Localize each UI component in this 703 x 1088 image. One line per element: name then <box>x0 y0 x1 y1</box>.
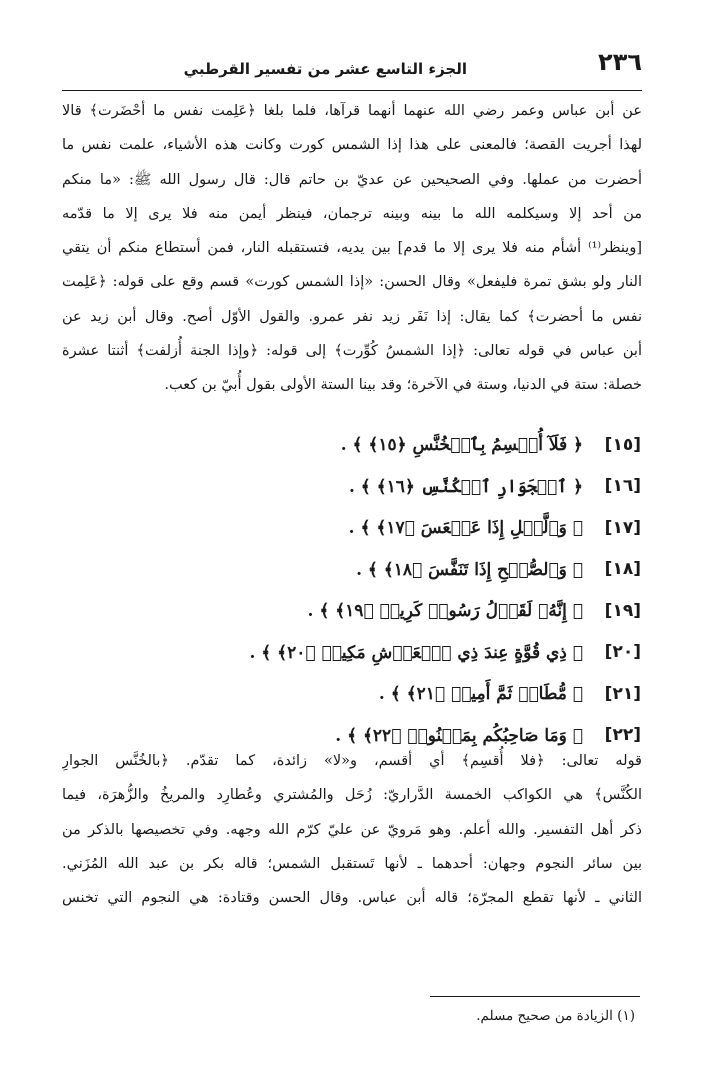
running-title: الجزء التاسع عشر من تفسير القرطبي <box>183 60 467 78</box>
verse-text: ﴿ إِنَّهُۥ لَقَوۡلُ رَسُولٖ كَرِيمٖ ﴿١٩﴾ ﴾ . <box>307 601 583 622</box>
text-line: عن أبن عباس وعمر رضي الله عنهما أنهما قرآها، فلما بلغا ﴿عَلِمت نفس ما أحْضَرت﴾ قالا <box>62 103 642 119</box>
text-line: الكُنَّس﴾ هي الكواكب الخمسة الدَّراريّ: زُحَل والمُشتري وعُطارِد والمريخُ والزُّهرَة، فيما <box>62 787 642 804</box>
text-line: لهذا أجريت القصة؛ فالمعنى على هذا إذا الشمس كورت وكانت هذه الأشياء، علمت نفس ما <box>62 137 642 154</box>
verse-number: [٢١] <box>604 683 641 704</box>
verse-number: [١٨] <box>604 559 641 580</box>
text-line: من أحد إلا وسيكلمه الله ما بينه وبينه ترجمان، فينظر أيمن منه فلا يرى إلا ما قدّمه <box>62 205 642 222</box>
verse-number: [١٩] <box>604 600 641 621</box>
text-line: الثاني ـ لأنها تقطع المجرّة؛ قاله أبن عباس. وقال الحسن وقتادة: هي النجوم التي تخنس <box>62 890 642 907</box>
verse-text: ﴿ ذِي قُوَّةٍ عِندَ ذِي ٱلۡعَرۡشِ مَكِينٖ ﴿٢٠﴾ ﴾ . <box>249 642 583 663</box>
verse-number: [١٧] <box>604 517 641 538</box>
verse-item <box>161 507 641 549</box>
footnote: (١) الزيادة من صحيح مسلم. <box>476 1008 635 1024</box>
text-line: النار ولو بشق تمرة فليفعل» وقال الحسن: «إذا الشمس كورت» قسم وقع على قوله: ﴿عَلِمت <box>62 274 642 291</box>
text-line: بين سائر النجوم وجهان: أحدهما ـ لأنها تَستقبل الشمس؛ قاله بكر بن عبد الله المُزَني. <box>62 855 642 872</box>
verse-item <box>161 424 641 466</box>
page-number: ٢٣٦ <box>598 48 642 76</box>
page-header <box>62 48 642 88</box>
verse-item <box>161 673 641 715</box>
verse-list <box>161 424 641 756</box>
verse-item <box>161 632 641 674</box>
verse-text: ﴿ وَٱلَّيۡلِ إِذَا عَسۡعَسَ ﴿١٧﴾ ﴾ . <box>348 518 583 539</box>
verse-item <box>161 590 641 632</box>
verse-text: ﴿ مُّطَاعٖ ثَمَّ أَمِينٖ ﴿٢١﴾ ﴾ . <box>378 684 583 705</box>
text-line: ذكر أهل التفسير. والله أعلم. وهو مَرويّ عن عليّ كرّم الله وجهه. وفي تخصيصها بالذكر من <box>62 821 642 838</box>
text-line: نفس ما أحضرت﴾ كما يقال: إذا نَفَر زيد نفر عمرو. والقول الأوّل أصح. وقال أبن زيد عن <box>62 308 642 325</box>
verse-text: ﴿ وَمَا صَاحِبُكُم بِمَجۡنُونٖ ﴿٢٢﴾ ﴾ . <box>335 725 583 746</box>
verse-item <box>161 466 641 508</box>
verse-text: ﴿ ٱلۡجَوَارِ ٱلۡكُنَّسِ ﴿١٦﴾ ﴾ . <box>348 476 583 497</box>
verse-number: [١٦] <box>604 476 641 497</box>
commentary-paragraph-2 <box>62 744 642 915</box>
text-line: خصلة: ستة في الدنيا، وستة في الآخرة؛ وقد بينا الستة الأولى بقول أُبيّ بن كعب. <box>164 377 642 394</box>
verse-number: [١٥] <box>604 434 641 455</box>
verse-text: ﴿ فَلَآ أُقۡسِمُ بِٱلۡخُنَّسِ ﴿١٥﴾ ﴾ . <box>340 435 583 456</box>
verse-number: [٢٠] <box>604 642 641 663</box>
commentary-paragraph-1 <box>62 94 642 403</box>
text-line: [وينظر⁽¹⁾ أشأم منه فلا يرى إلا ما قدم] بين يديه، فتستقبله النار، فمن أستطاع منكم أن يتقي <box>62 240 642 257</box>
text-line: قوله تعالى: ﴿فلا أُقسِم﴾ أي أقسم، و«لا» زائدة، كما تقدّم. ﴿بالخُنَّس الجوارِ <box>62 753 642 769</box>
footnote-rule <box>430 996 640 997</box>
text-line: أحضرت من عملها. وفي الصحيحين عن عديّ بن حاتم قال: قال رسول الله ﷺ: «ما منكم <box>62 171 642 188</box>
text-line: أبن عباس في قوله تعالى: ﴿إذا الشمسُ كُوِّرت﴾ إلى قوله: ﴿وإذا الجنة أُزلفت﴾ أثنتا عشرة <box>62 343 642 360</box>
header-rule <box>62 90 642 91</box>
verse-item <box>161 549 641 591</box>
verse-number: [٢٢] <box>604 725 641 746</box>
verse-text: ﴿ وَٱلصُّبۡحِ إِذَا تَنَفَّسَ ﴿١٨﴾ ﴾ . <box>356 559 583 580</box>
